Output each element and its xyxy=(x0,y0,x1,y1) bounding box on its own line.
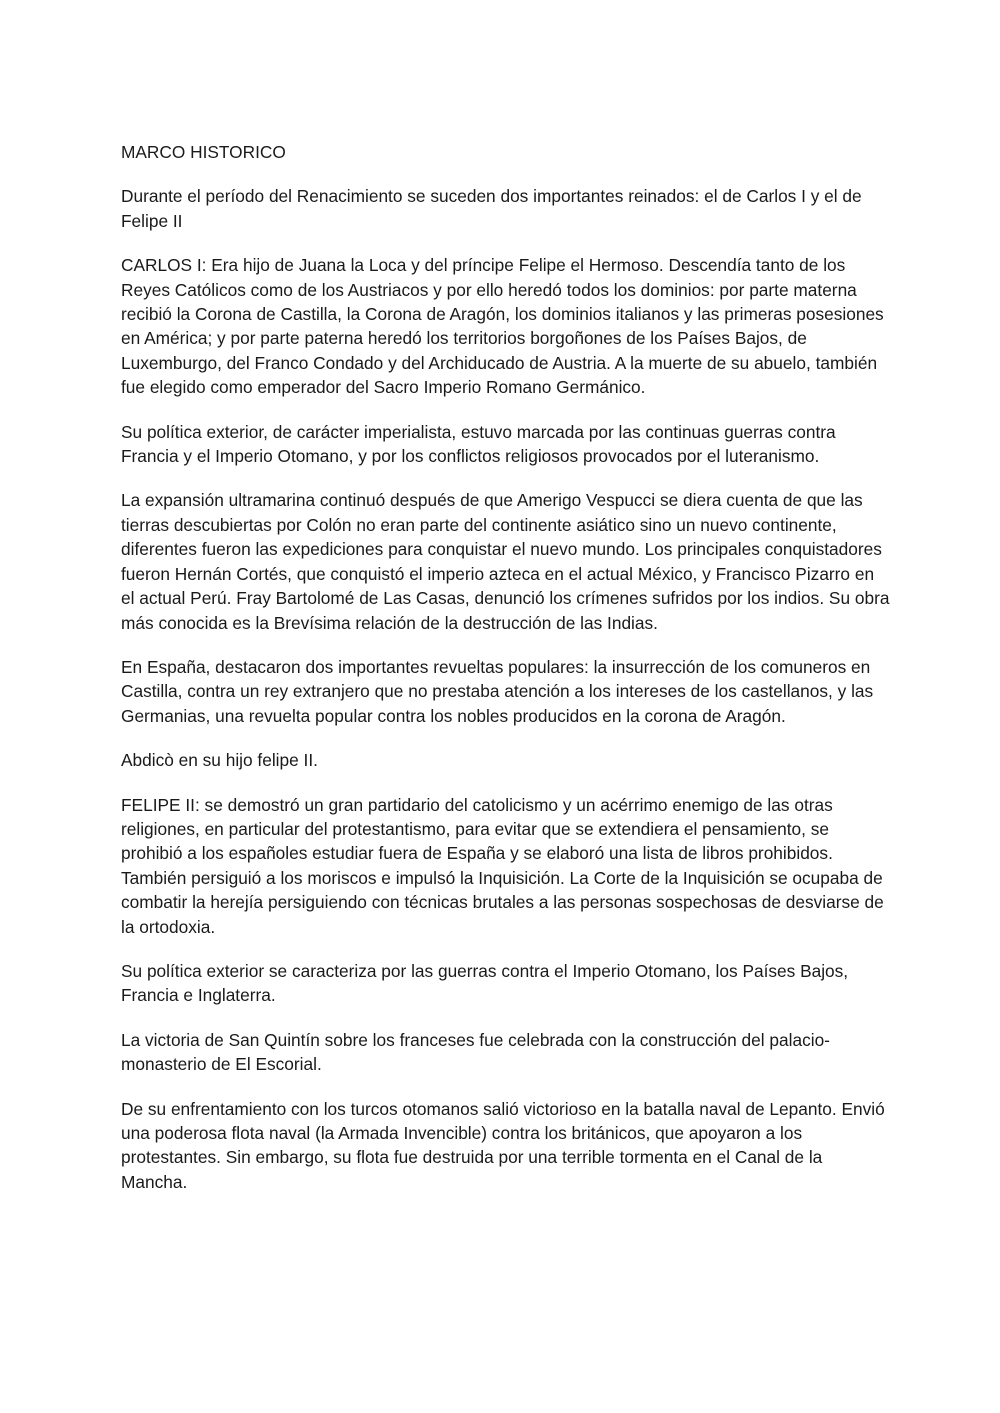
paragraph-intro: Durante el período del Renacimiento se suceden dos importantes reinados: el de Carlos I y el de Felipe II xyxy=(121,186,862,231)
paragraph-san-quintin: La victoria de San Quintín sobre los franceses fue celebrada con la construcción del palacio-monasterio de El Escorial. xyxy=(121,1029,830,1075)
paragraph-abdication: Abdicò en su hijo felipe II. xyxy=(121,750,318,771)
paragraph-popular-revolts: En España, destacaron dos importantes revueltas populares: la insurrección de los comuneros en Castilla, contra un rey extranjero que no prestaba atención a los intereses de los castellanos, y las Germanias, una revuelta popular contra los nobles producidos en la corona de Aragón. xyxy=(121,656,874,726)
paragraph-carlos-foreign-policy: Su política exterior, de carácter imperialista, estuvo marcada por las continuas guerras contra Francia y el Imperio Otomano, y por los conflictos religiosos provocados por el luteranismo. xyxy=(121,421,836,467)
paragraph-lepanto: De su enfrentamiento con los turcos otomanos salió victorioso en la batalla naval de Lepanto. Envió una poderosa flota naval (la Armada Invencible) contra los británicos, que apoyaron a los protestantes. Sin embargo, su flota fue destruida por una terrible tormenta en el Canal de la Mancha. xyxy=(121,1098,885,1192)
paragraph-felipe-ii: FELIPE II: se demostró un gran partidario del catolicismo y un acérrimo enemigo de las otras religiones, en particular del protestantismo, para evitar que se extendiera el pensamiento, se prohibió a los españoles estudiar fuera de España y se elaboró una lista de libros prohibidos. También persiguió a los moriscos e impulsó la Inquisición. La Corte de la Inquisición se ocupaba de combatir la herejía persiguiendo con técnicas brutales a las personas sospechosas de desviarse de la ortodoxia. xyxy=(121,794,884,937)
paragraph-carlos-i: CARLOS I: Era hijo de Juana la Loca y del príncipe Felipe el Hermoso. Descendía tanto de los Reyes Católicos como de los Austriacos y por ello heredó todos los dominios: por parte materna recibió la Corona de Castilla, la Corona de Aragón, los dominios italianos y las primeras posesiones en América; y por parte paterna heredó los territorios borgoñones de los Países Bajos, de Luxemburgo, del Franco Condado y del Archiducado de Austria. A la muerte de su abuelo, también fue elegido como emperador del Sacro Imperio Romano Germánico. xyxy=(121,255,884,398)
document-body xyxy=(121,140,891,1214)
document-heading: MARCO HISTORICO xyxy=(121,142,286,162)
paragraph-overseas-expansion: La expansión ultramarina continuó después de que Amerigo Vespucci se diera cuenta de que las tierras descubiertas por Colón no eran parte del continente asiático sino un nuevo continente, diferentes fueron las expediciones para conquistar el nuevo mundo. Los principales conquistadores fueron Hernán Cortés, que conquistó el imperio azteca en el actual México, y Francisco Pizarro en el actual Perú. Fray Bartolomé de Las Casas, denunció los crímenes sufridos por los indios. Su obra más conocida es la Brevísima relación de la destrucción de las Indias. xyxy=(121,490,890,633)
paragraph-felipe-foreign-policy: Su política exterior se caracteriza por las guerras contra el Imperio Otomano, los Países Bajos, Francia e Inglaterra. xyxy=(121,960,849,1006)
